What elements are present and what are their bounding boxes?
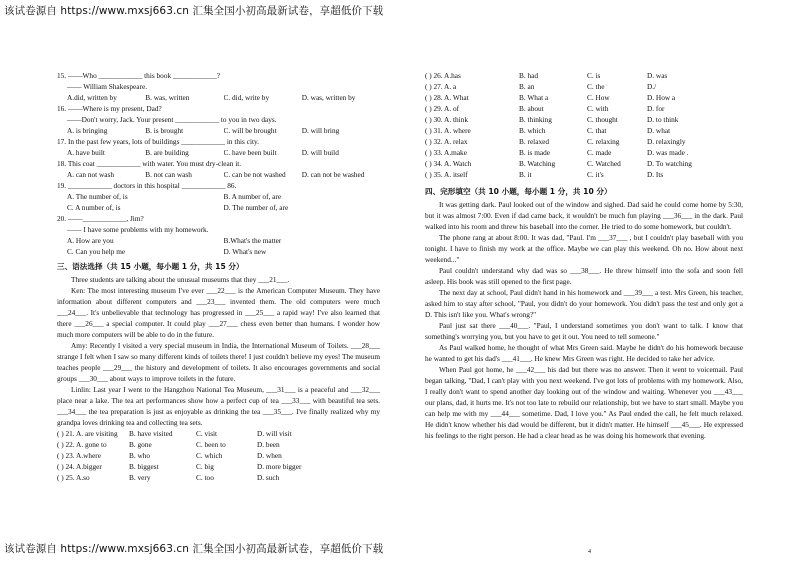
option: D. was, written by [301, 93, 356, 102]
option: B. thinking [519, 115, 552, 124]
option: B. not can wash [145, 170, 192, 179]
option: D. to think [647, 115, 679, 124]
option: D. been [257, 440, 280, 449]
answer-stem: ( ) 24. A.bigger [57, 462, 102, 471]
option: D. What's new [223, 247, 267, 256]
section4-title: 四、完形填空（共 10 小题，每小题 1 分，共 10 分） [425, 187, 612, 196]
answer-stem: ( ) 35. A. itself [425, 170, 468, 179]
option: D. can not be washed [301, 170, 365, 179]
option: A. can not wash [67, 170, 115, 179]
option: B. biggest [129, 462, 159, 471]
page-number: 4 [588, 549, 591, 555]
answer-row [57, 450, 380, 461]
section4-paragraph: As Paul walked home, he thought of what Mrs Green said. Maybe he didn't do his homework because he wanted to get his dad's ___41___. He knew Mrs Green was right. He decided to take her advice. [425, 343, 743, 363]
section3-paragraph: Three students are talking about the unusual museums that they ___21___. [71, 275, 290, 284]
option: C. have been built [223, 148, 277, 157]
option: B. are building [145, 148, 189, 157]
section3-paragraph: Linlin: Last year I went to the Hangzhou National Tea Museum, ___31___ is a peaceful and ___32___ place near a lake. The tea art performances show how a perfect cup of tea ___33___ with beautiful tea sets. ___34___ the tea preparation is just as enjoyable as drinking the tea ___35___. I've finally realized why my grandpa loves drinking tea and collecting tea sets. [57, 385, 380, 427]
option: B. Watching [519, 159, 556, 168]
option: D. for [647, 104, 665, 113]
option: A. is bringing [67, 126, 108, 135]
option: D. relaxingly [647, 137, 686, 146]
option: A. The number of, is [67, 192, 128, 201]
option: D. was made . [647, 148, 689, 157]
option: A. How are you [67, 236, 114, 245]
answer-stem: ( ) 33. A.make [425, 148, 467, 157]
right-column [425, 70, 743, 441]
option: D. will visit [257, 429, 292, 438]
section4-paragraph: It was getting dark. Paul looked out of the window and sighed. Dad said he could come home by 5:30, but it was almost 7:00. Even if dad came back, it wouldn't be much fun playing ___36___ in the dark. Paul walked into his room and threw his baseball into the corner. He tried to do some homework, but couldn't. [425, 200, 743, 231]
option: B. an [519, 82, 535, 91]
q20-options-row1 [57, 235, 380, 246]
q20-options-row2 [57, 246, 380, 257]
option: B. had [519, 71, 539, 80]
option: B. very [129, 473, 151, 482]
option: C. the [587, 82, 605, 91]
option: B. have visited [129, 429, 173, 438]
answer-stem: ( ) 34. A. Watch [425, 159, 472, 168]
answer-row [425, 147, 743, 158]
answer-row [57, 472, 380, 483]
q15-options [57, 92, 380, 103]
option: B. What a [519, 93, 549, 102]
option: D. more bigger [257, 462, 302, 471]
answer-row [425, 136, 743, 147]
option: D. To watching [647, 159, 692, 168]
answer-row [425, 70, 743, 81]
option: C. that [587, 126, 607, 135]
option: D. will build [301, 148, 339, 157]
q18-stem: 18. This coat ____________ with water. You must dry-clean it. [57, 159, 242, 168]
answer-stem: ( ) 31. A. where [425, 126, 471, 135]
q17-stem: 17. In the past few years, lots of buildings ____________ in this city. [57, 137, 259, 146]
answer-row [425, 103, 743, 114]
answer-row [425, 114, 743, 125]
option: B. which [519, 126, 546, 135]
answer-row [425, 125, 743, 136]
option: C. Can you help me [67, 247, 126, 256]
section3-title: 三、语法选择（共 15 小题，每小题 1 分，共 15 分） [57, 262, 244, 271]
section4-paragraph: The next day at school, Paul didn't hand in his homework and ___39___ a test. Mrs Green, his teacher, asked him to stay after school, "Paul, you didn't do your homework. You didn't pass the test and only got a D. This isn't like you. What's wrong?" [425, 288, 743, 319]
option: C. too [196, 473, 214, 482]
answer-row [57, 428, 380, 439]
answer-row [425, 169, 743, 180]
answer-stem: ( ) 26. A.has [425, 71, 461, 80]
option: A. have built [67, 148, 105, 157]
option: B. relaxed [519, 137, 549, 146]
q15-answer: —— William Shakespeare. [67, 82, 148, 91]
answer-stem: ( ) 32. A. relax [425, 137, 468, 146]
option: D. when [257, 451, 282, 460]
option: C. is [587, 71, 601, 80]
option: D. will bring [301, 126, 340, 135]
section4-paragraph: The phone rang at about 8:00. It was dad, "Paul. I'm ___37___ , but I couldn't play baseball with you tonight. I have to finish my work at the office. Maybe we can play this weekend. Oh no. How about next weekend..." [425, 233, 743, 264]
option: B. was, written [145, 93, 190, 102]
option: D. How a [647, 93, 676, 102]
option: C. big [196, 462, 214, 471]
option: D. Its [647, 170, 664, 179]
option: B. it [519, 170, 532, 179]
option: D. was [647, 71, 668, 80]
q20-line2: —— I have some problems with my homework. [67, 225, 209, 234]
answer-stem: ( ) 27. A. a [425, 82, 457, 91]
answer-stem: ( ) 21. A. are visiting [57, 429, 118, 438]
option: B. who [129, 451, 151, 460]
q16-stem: 16. ——Where is my present, Dad? [57, 104, 162, 113]
section3-paragraph: Ken: The most interesting museum I've ever ___22___ is the American Computer Museum. They have information about different computers and ___23___ invented them. The old computers were much ___24___. It's unbelievable that technology has progressed in ___25___ a rapid way! I've also learned that there ___26___ a special computer. It could play ___27___ chess even better than humans. I wonder how much more computers will be able to do in the future. [57, 286, 380, 339]
q17-options [57, 147, 380, 158]
option: C. with [587, 104, 609, 113]
option: C. made [587, 148, 612, 157]
q19-options-row2 [57, 202, 380, 213]
option: B. is brought [145, 126, 184, 135]
option: A.did, written by [67, 93, 117, 102]
option: C. A number of, is [67, 203, 121, 212]
option: B. A number of, are [223, 192, 282, 201]
option: B.What's the matter [223, 236, 282, 245]
option: C. can be not washed [223, 170, 286, 179]
option: C. relaxing [587, 137, 620, 146]
answer-stem: ( ) 28. A. What [425, 93, 469, 102]
footer-banner: 该试卷源自 https://www.mxsj663.cn 汇集全国小初高最新试卷，享超低价下载 [4, 543, 384, 555]
option: D. The number of, are [223, 203, 289, 212]
q19-options-row1 [57, 191, 380, 202]
section4-paragraph: Paul couldn't understand why dad was so ___38___. He threw himself into the sofa and soon fell asleep. His book was still opened to the first page. [425, 266, 743, 286]
q16-line2: ——Don't worry, Jack. Your present ____________ to you in two days. [67, 115, 277, 124]
option: B. gone [129, 440, 152, 449]
answer-row [425, 158, 743, 169]
option: C. How [587, 93, 610, 102]
answer-row [425, 81, 743, 92]
section3-paragraph: Amy: Recently I visited a very special museum in India, the International Museum of Toilets. ___28___ strange I felt when I saw so many different kinds of toilets there! I just couldn't believe my eyes! The museum teaches people ___29___ the history and development of toilets. It also encourages governments and social groups ___30___ about ways to improve toilets in the future. [57, 341, 380, 383]
q20-stem: 20. ——____________, Jim? [57, 214, 144, 223]
option: C. been to [196, 440, 226, 449]
option: B. about [519, 104, 544, 113]
option: C. it's [587, 170, 604, 179]
answer-stem: ( ) 29. A. of [425, 104, 460, 113]
answer-stem: ( ) 25. A.so [57, 473, 90, 482]
left-column [57, 70, 380, 483]
option: C. visit [196, 429, 218, 438]
answer-stem: ( ) 22. A. gone to [57, 440, 107, 449]
q19-stem: 19. ____________ doctors in this hospital ____________ 86. [57, 181, 237, 190]
q15-stem: 15. ——Who ____________ this book ____________? [57, 71, 220, 80]
q16-options [57, 125, 380, 136]
section4-paragraph: When Paul got home, he ___42___ his dad but there was no answer. Then it went to voicemail. Paul began talking, "Dad, I can't play with you next weekend. I've got lots of problems with my homework. Also, I really don't want to spend another day looking out of the window and waiting. Whenever you ___43___ our plans, dad, it hurts me. It's not too late to rebuild our relationship, but we have to start small. Maybe you can help me with my ___44___ sometime. Dad, I love you." As Paul ended the call, he felt much relaxed. He didn't know whether his dad would be different, but it didn't matter. He himself ___45___. He expressed his feelings to the right person. He had a clear head as he was doing his homework that evening. [425, 365, 743, 440]
answer-stem: ( ) 30. A. think [425, 115, 468, 124]
answer-row [425, 92, 743, 103]
answer-row [57, 461, 380, 472]
option: B. is made [519, 148, 551, 157]
header-banner: 该试卷源自 https://www.mxsj663.cn 汇集全国小初高最新试卷，享超低价下载 [4, 5, 384, 17]
q18-options [57, 169, 380, 180]
option: C. will be brought [223, 126, 277, 135]
section4-paragraph: Paul just sat there ___40___. "Paul, I understand sometimes you don't want to talk. I know that something's worrying you, but you have to get it out. You need to tell someone." [425, 321, 743, 341]
option: C. did, write by [223, 93, 270, 102]
answer-stem: ( ) 23. A.where [57, 451, 101, 460]
option: D. what [647, 126, 671, 135]
option: C. Watched [587, 159, 621, 168]
option: D. such [257, 473, 280, 482]
option: C. thought [587, 115, 618, 124]
option: D./ [647, 82, 657, 91]
answer-row [57, 439, 380, 450]
option: C. which [196, 451, 223, 460]
